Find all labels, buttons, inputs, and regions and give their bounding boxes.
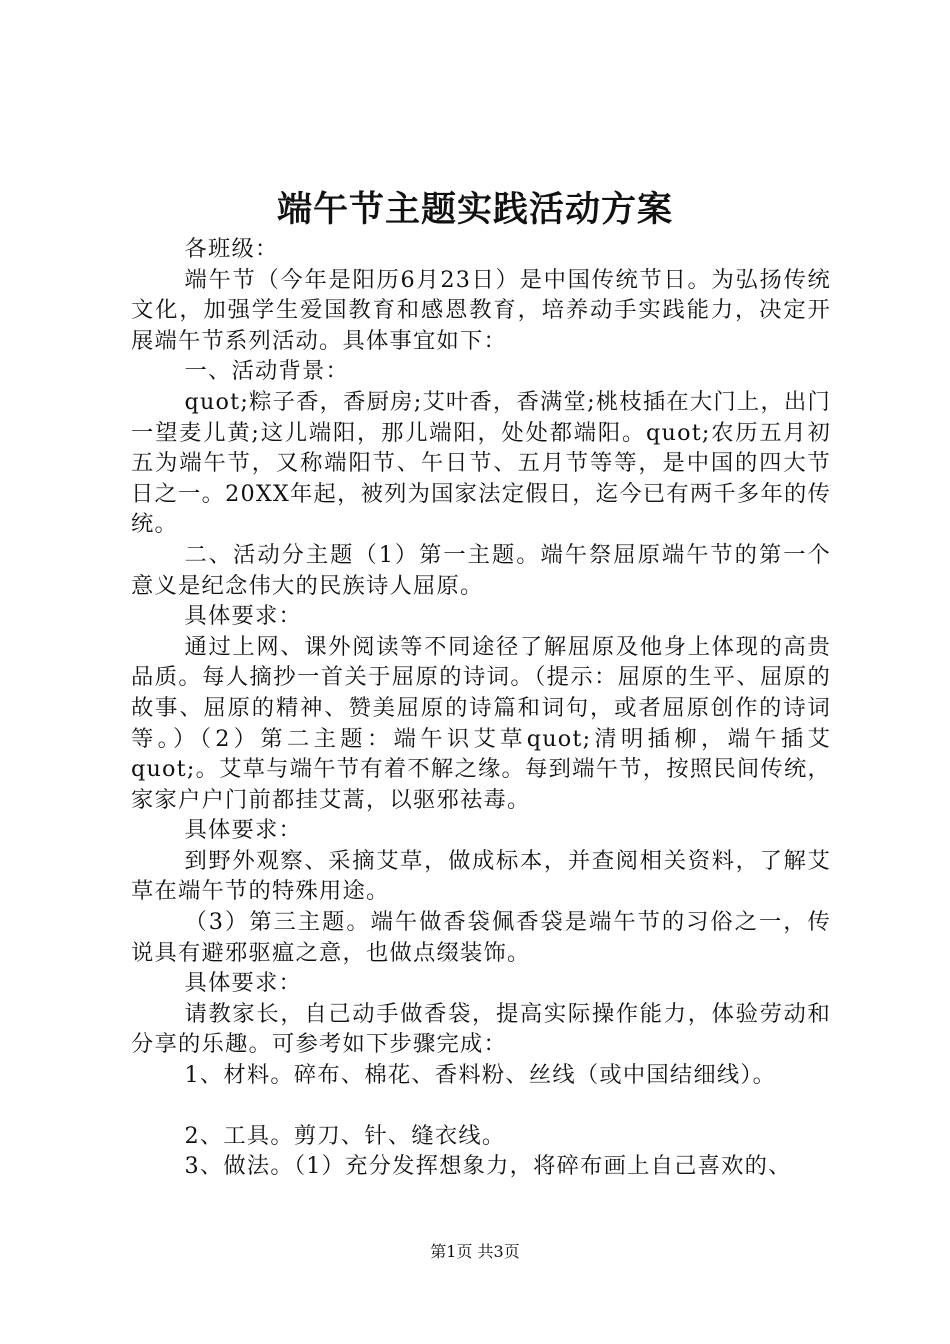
section-heading-themes: 二、活动分主题（1）第一主题。端午祭屈原端午节的第一个意义是纪念伟大的民族诗人屈原。 xyxy=(131,541,831,599)
paragraph-theme-3-requirements: 请教家长，自己动手做香袋，提高实际操作能力，体验劳动和分享的乐趣。可参考如下步骤完成： xyxy=(131,1000,831,1058)
list-item-materials: 1、材料。碎布、棉花、香料粉、丝线（或中国结细线）。 xyxy=(184,1062,777,1089)
paragraph-greeting: 各班级： xyxy=(184,236,279,262)
list-item-method: 3、做法。（1）充分发挥想象力，将碎布画上自己喜欢的、 xyxy=(184,1153,792,1180)
list-item-tools: 2、工具。剪刀、针、缝衣线。 xyxy=(184,1122,506,1149)
paragraph-theme-1-requirements: 通过上网、课外阅读等不同途径了解屈原及他身上体现的高贵品质。每人摘抄一首关于屈原的诗词。（提示：屈原的生平、屈原的故事、屈原的精神、赞美屈原的诗篇和词句，或者屈原创作的诗词等。）（2）第二主题：端午识艾草quot;清明插柳，端午插艾quot;。艾草与端午节有着不解之缘。每到端午节，按照民间传统，家家户户门前都挂艾蒿，以驱邪祛毒。 xyxy=(131,633,831,813)
document-title: 端午节主题实践活动方案 xyxy=(276,189,673,230)
requirements-label: 具体要求： xyxy=(184,817,303,844)
requirements-label: 具体要求： xyxy=(184,603,303,630)
section-heading-background: 一、活动背景： xyxy=(184,358,349,385)
paragraph-theme-3: （3）第三主题。端午做香袋佩香袋是端午节的习俗之一，传说具有避邪驱瘟之意，也做点缀装饰。 xyxy=(131,909,831,966)
paragraph-background: quot;粽子香，香厨房;艾叶香，香满堂;桃枝插在大门上，出门一望麦儿黄;这儿端阳，那儿端阳，处处都端阳。quot;农历五月初五为端午节，又称端阳节、午日节、五月节等等，是中国的四大节日之一。20XX年起，被列为国家法定假日，迄今已有两千多年的传统。 xyxy=(131,388,831,538)
page-footer: 第1页 共3页 xyxy=(430,1242,520,1261)
requirements-label: 具体要求： xyxy=(184,970,303,997)
document-body xyxy=(131,234,831,1182)
paragraph-theme-2-requirements: 到野外观察、采摘艾草，做成标本，并查阅相关资料，了解艾草在端午节的特殊用途。 xyxy=(131,847,831,905)
paragraph-intro: 端午节（今年是阳历6月23日）是中国传统节日。为弘扬传统文化，加强学生爱国教育和感恩教育，培养动手实践能力，决定开展端午节系列活动。具体事宜如下： xyxy=(131,266,831,354)
